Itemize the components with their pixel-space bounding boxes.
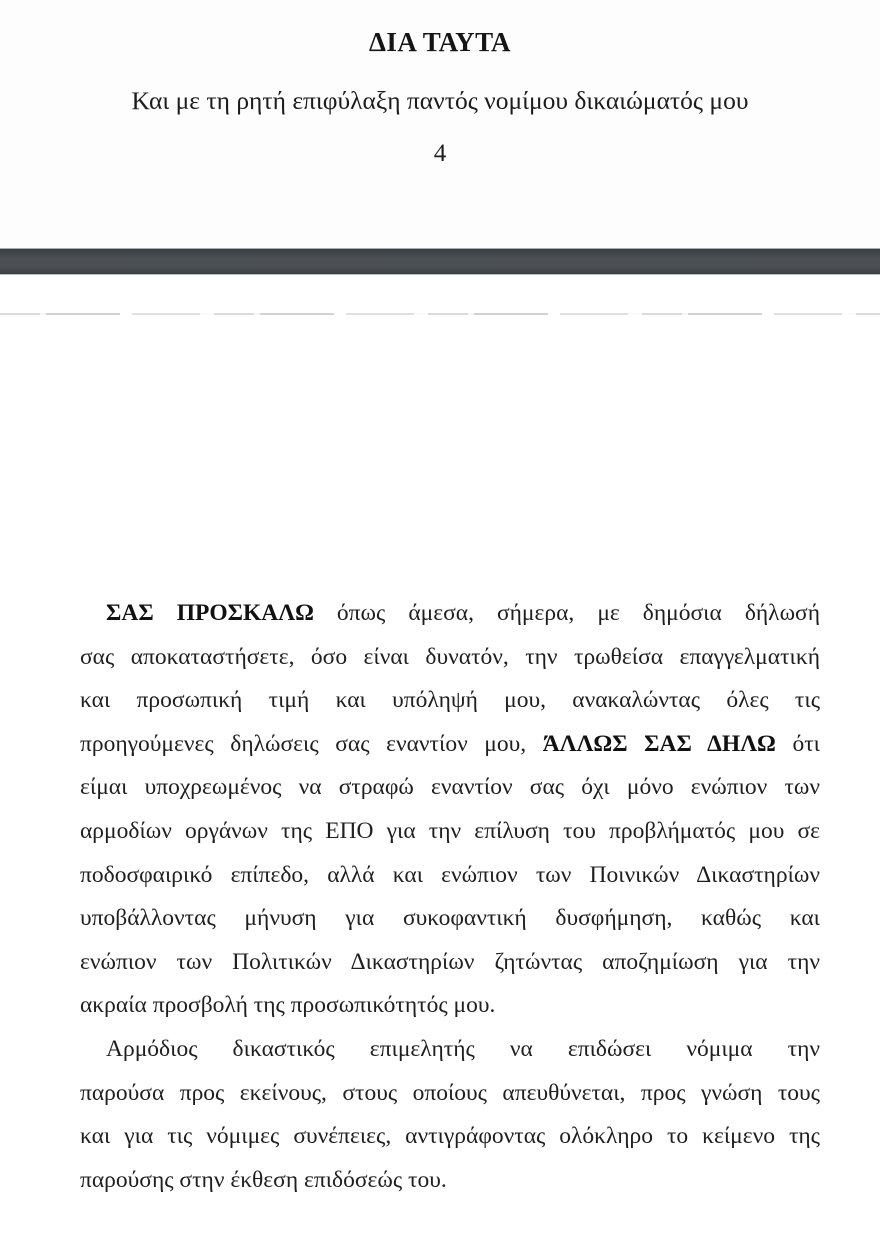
document-heading: ΔΙΑ ΤΑΥΤΑ	[368, 27, 512, 57]
paragraph-service-instruction	[80, 1028, 820, 1202]
text-line: παρούσα προς εκείνους, στους οποίους απευθύνεται, προς γνώση τους	[80, 1079, 820, 1106]
text-line: σας αποκαταστήσετε, όσο είναι δυνατόν, την τρωθείσα επαγγελματική	[80, 643, 820, 670]
text-line: ποδοσφαιρικό επίπεδο, αλλά και ενώπιον των Ποινικών Δικαστηρίων	[80, 861, 820, 888]
page-number: 4	[433, 140, 447, 167]
text-line: Αρμόδιος δικαστικός επιμελητής να επιδώσει νόμιμα την	[106, 1035, 820, 1062]
text-line: αρμοδίων οργάνων της ΕΠΟ για την επίλυση του προβλήματός μου σε	[80, 817, 820, 844]
document-body	[80, 592, 820, 1202]
text-line: και για τις νόμιμες συνέπειες, αντιγράφοντας ολόκληρο το κείμενο της	[80, 1123, 820, 1150]
bold-phrase-declaration: ΆΛΛΩΣ ΣΑΣ ΔΗΛΩ	[542, 730, 776, 757]
text-line: και προσωπική τιμή και υπόληψή μου, ανακαλώντας όλες τις	[80, 687, 820, 714]
page-separator-bar	[0, 248, 880, 275]
previous-page-fragment	[0, 0, 880, 248]
text-line: προηγούμενες δηλώσεις σας εναντίον μου, ΆΛΛΩΣ ΣΑΣ ΔΗΛΩ ότι	[80, 730, 820, 757]
document-subheading: Και με τη ρητή επιφύλαξη παντός νομίμου δικαιώματός μου	[131, 86, 749, 115]
scan-artifact-line	[0, 313, 880, 315]
paragraph-summons	[80, 592, 820, 1028]
text-line: ενώπιον των Πολιτικών Δικαστηρίων ζητώντας αποζημίωση για την	[80, 948, 820, 975]
text-line: υποβάλλοντας μήνυση για συκοφαντική δυσφήμηση, καθώς και	[80, 905, 820, 932]
bold-phrase-summons: ΣΑΣ ΠΡΟΣΚΑΛΩ	[106, 600, 314, 626]
text-line: ΣΑΣ ΠΡΟΣΚΑΛΩ όπως άμεσα, σήμερα, με δημόσια δήλωσή	[106, 600, 820, 626]
text-line: ακραία προσβολή της προσωπικότητός μου.	[80, 992, 496, 1019]
text-line: είμαι υποχρεωμένος να στραφώ εναντίον σας όχι μόνο ενώπιον των	[80, 774, 820, 801]
text-line: παρούσης στην έκθεση επιδόσεώς του.	[80, 1166, 447, 1193]
